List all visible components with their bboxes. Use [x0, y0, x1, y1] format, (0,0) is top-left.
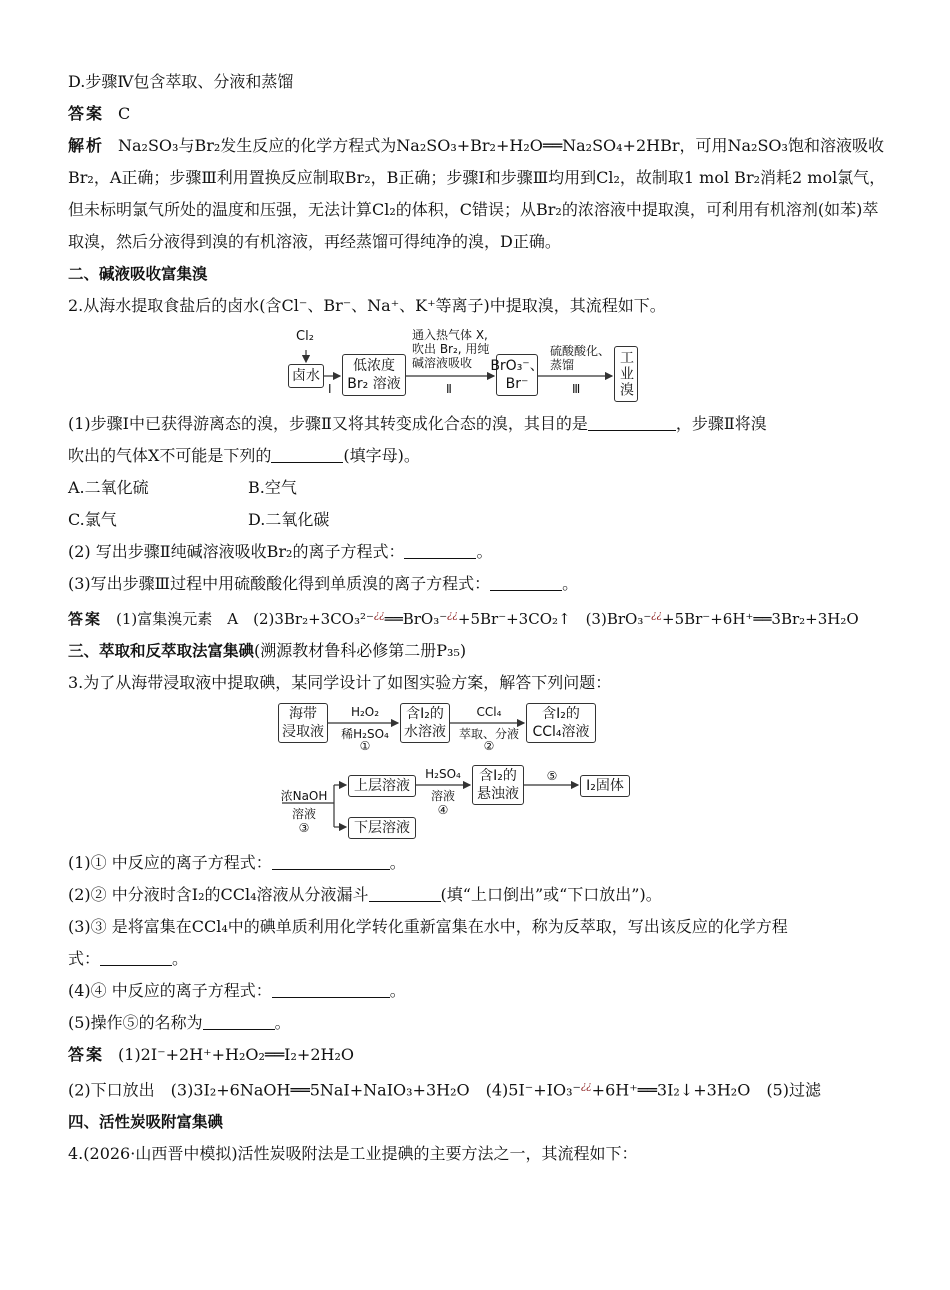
step-2-note-1: 通入热气体 X, — [412, 328, 488, 342]
answer-blank[interactable] — [100, 948, 172, 966]
answer-3-line2 — [68, 1071, 888, 1106]
question-3-stem: 3.为了从海带浸取液中提取碘，某同学设计了如图实验方案，解答下列问题： — [68, 673, 612, 692]
box-line: 低浓度 — [353, 358, 395, 374]
q3-4-text: (4)④ 中反应的离子方程式： — [68, 981, 272, 1000]
answer-blank[interactable] — [369, 884, 441, 902]
option-b: B.空气 — [248, 478, 297, 497]
reagent-label: 稀H₂SO₄ — [341, 727, 389, 741]
q2-2-end: 。 — [476, 542, 493, 561]
step-number: ⑤ — [546, 769, 558, 783]
q2-part2 — [68, 536, 888, 568]
step-3-label: Ⅲ — [572, 382, 581, 396]
step-1-label: Ⅰ — [328, 382, 332, 396]
q3-5-text: (5)操作⑤的名称为 — [68, 1013, 203, 1032]
answer-2-part-c: +5Br⁻+3CO₂↑ (3)BrO₃⁻ — [457, 610, 652, 628]
low-conc-br2-box — [342, 354, 406, 396]
analysis-label: 解析 — [68, 136, 105, 155]
answer-3-part-b: (2)下口放出 (3)3I₂+6NaOH══5NaI+NaIO₃+3H₂O (4)5I⁻+IO₃⁻ — [68, 1080, 581, 1100]
section-3-source: (溯源教材鲁科必修第二册P₃₅) — [254, 641, 467, 660]
answer-blank[interactable] — [490, 573, 562, 591]
step-2-label: Ⅱ — [446, 382, 452, 396]
box-line: 含I₂的 — [479, 768, 517, 784]
q2-part1-line2 — [68, 440, 888, 472]
q3-part5 — [68, 1007, 888, 1039]
box-line: CCl₄溶液 — [532, 724, 590, 740]
bromine-flow-diagram — [288, 326, 668, 404]
answer-label: 答案 — [68, 1045, 105, 1064]
operation-label: 萃取、分液 — [458, 727, 519, 741]
options-row-1 — [68, 472, 888, 504]
answer-2-part-a: (1)富集溴元素 A (2)3Br₂+3CO₃²⁻ — [116, 610, 374, 628]
bromate-bromide-box — [490, 354, 544, 396]
q3-3-text: 式： — [68, 949, 101, 968]
analysis-paragraph — [68, 130, 888, 258]
q2-3-end: 。 — [562, 574, 579, 593]
options-row-2 — [68, 504, 888, 536]
iodine-aqueous-box — [400, 703, 450, 743]
q2-part3 — [68, 568, 888, 600]
reagent-label: CCl₄ — [476, 705, 502, 719]
industrial-bromine-box: 工业溴 — [614, 346, 638, 402]
q2-1-text-b: ，步骤Ⅱ将溴 — [675, 414, 767, 433]
answer-blank[interactable] — [404, 541, 476, 559]
step-2-note-3: 碱溶液吸收 — [412, 356, 473, 370]
upper-layer-box: 上层溶液 — [348, 775, 416, 797]
analysis-text: Na₂SO₃与Br₂发生反应的化学方程式为Na₂SO₃+Br₂+H₂O══Na₂SO₄+2HBr，可用Na₂SO₃饱和溶液吸收Br₂，A正确；步骤Ⅲ利用置换反应制取Br₂，B正确；步骤Ⅰ和步骤Ⅲ均用到Cl₂，故制取1 mol Br₂消耗2 mol氯气，但未标明氯气所处的温度和压强，无法计算Cl₂的体积，C错误；从Br₂的浓溶液中提取溴，可利用有机溶剂(如苯)萃取溴，然后分液得到溴的有机溶液，再经蒸馏可得纯净的溴，D正确。 — [68, 136, 886, 251]
step-number: ① — [359, 739, 371, 753]
question-4-stem: 4.(2026·山西晋中模拟)活性炭吸附法是工业提碘的主要方法之一，其流程如下： — [68, 1144, 638, 1164]
iodine-suspension-box — [472, 765, 524, 805]
reagent-label: 浓NaOH — [280, 789, 328, 803]
answer-1-value: C — [118, 104, 131, 123]
reagent-label: 溶液 — [430, 789, 455, 803]
box-line: BrO₃⁻、 — [490, 358, 544, 374]
render-artifact: ¿¿ — [447, 610, 458, 621]
box-line: 水溶液 — [404, 724, 446, 740]
answer-3-part-c: +6H⁺══3I₂↓+3H₂O (5)过滤 — [591, 1080, 821, 1100]
step-3-note-1: 硫酸酸化、 — [550, 344, 611, 358]
section-3-title: 三、萃取和反萃取法富集碘 — [68, 642, 255, 660]
q3-part1 — [68, 847, 888, 879]
answer-blank[interactable] — [272, 980, 390, 998]
q3-1-end: 。 — [389, 853, 406, 872]
answer-3-part-a: (1)2I⁻+2H⁺+H₂O₂══I₂+2H₂O — [118, 1045, 354, 1064]
answer-2-part-d: +5Br⁻+6H⁺══3Br₂+3H₂O — [662, 610, 859, 628]
box-line: Br₂ 溶液 — [347, 376, 401, 392]
render-artifact: ¿¿ — [651, 610, 662, 621]
render-artifact: ¿¿ — [373, 610, 385, 621]
answer-1 — [68, 98, 888, 130]
option-a: A.二氧化硫 — [68, 478, 149, 497]
lower-layer-box: 下层溶液 — [348, 817, 416, 839]
step-2-note-2: 吹出 Br₂, 用纯 — [412, 342, 490, 356]
option-d-line: D.步骤Ⅳ包含萃取、分液和蒸馏 — [68, 72, 294, 91]
section-4-heading: 四、活性炭吸附富集碘 — [68, 1113, 224, 1132]
box-line: 悬浊液 — [477, 786, 519, 802]
option-c: C.氯气 — [68, 510, 117, 529]
reagent-label: H₂SO₄ — [425, 767, 461, 781]
q3-part3-line1: (3)③ 是将富集在CCl₄中的碘单质利用化学转化重新富集在水中，称为反萃取，写出该反应的化学方程 — [68, 917, 788, 936]
step-number: ④ — [437, 803, 449, 817]
reagent-label: 溶液 — [291, 807, 316, 821]
answer-3-line1 — [68, 1039, 888, 1071]
q3-5-end: 。 — [274, 1013, 291, 1032]
answer-blank[interactable] — [271, 445, 343, 463]
document-page — [68, 66, 888, 1170]
kelp-extract-box — [278, 703, 328, 743]
box-line: 含I₂的 — [542, 706, 580, 722]
step-number: ② — [483, 739, 495, 753]
option-d: D.二氧化碳 — [248, 510, 330, 529]
q3-4-end: 。 — [389, 981, 406, 1000]
iodine-ccl4-box — [526, 703, 596, 743]
box-line: 浸取液 — [282, 724, 324, 740]
answer-label: 答案 — [68, 104, 105, 123]
box-line: 含I₂的 — [406, 706, 444, 722]
section-3-heading — [68, 635, 888, 667]
section-2-heading: 二、碱液吸收富集溴 — [68, 265, 208, 283]
box-line: 海带 — [289, 706, 317, 722]
q2-1-text-d: (填字母)。 — [343, 446, 420, 465]
step-number: ③ — [298, 821, 310, 835]
answer-label: 答案 — [68, 610, 103, 628]
q3-part2 — [68, 879, 888, 911]
render-artifact: ¿¿ — [580, 1081, 592, 1092]
q3-part3-line2 — [68, 943, 888, 975]
q3-2-text: (2)② 中分液时含I₂的CCl₄溶液从分液漏斗 — [68, 885, 369, 904]
answer-blank[interactable] — [203, 1012, 275, 1030]
q3-2-end: (填“上口倒出”或“下口放出”)。 — [440, 885, 662, 904]
answer-blank[interactable] — [272, 852, 390, 870]
q3-3-end: 。 — [172, 949, 189, 968]
q2-3-text: (3)写出步骤Ⅲ过程中用硫酸酸化得到单质溴的离子方程式： — [68, 574, 491, 593]
box-line: Br⁻ — [505, 376, 529, 392]
cl2-label: Cl₂ — [296, 329, 314, 344]
answer-blank[interactable] — [588, 413, 676, 431]
answer-2 — [68, 600, 888, 635]
q2-2-text: (2) 写出步骤Ⅱ纯碱溶液吸收Br₂的离子方程式： — [68, 542, 405, 561]
q3-part4 — [68, 975, 888, 1007]
reagent-label: H₂O₂ — [350, 705, 380, 719]
q2-part1-line1 — [68, 408, 888, 440]
brine-box: 卤水 — [288, 364, 324, 388]
question-2-stem: 2.从海水提取食盐后的卤水(含Cl⁻、Br⁻、Na⁺、K⁺等离子)中提取溴，其流程如下。 — [68, 296, 666, 315]
iodine-solid-box: I₂固体 — [580, 775, 630, 797]
iodine-flow-diagram — [278, 703, 678, 843]
q2-1-text-c: 吹出的气体X不可能是下列的 — [68, 446, 272, 465]
step-3-note-2: 蒸馏 — [550, 358, 575, 372]
q2-1-text: (1)步骤Ⅰ中已获得游离态的溴，步骤Ⅱ又将其转变成化合态的溴，其目的是 — [68, 414, 588, 433]
q3-1-text: (1)① 中反应的离子方程式： — [68, 853, 272, 872]
answer-2-part-b: ══BrO₃⁻ — [384, 610, 448, 628]
